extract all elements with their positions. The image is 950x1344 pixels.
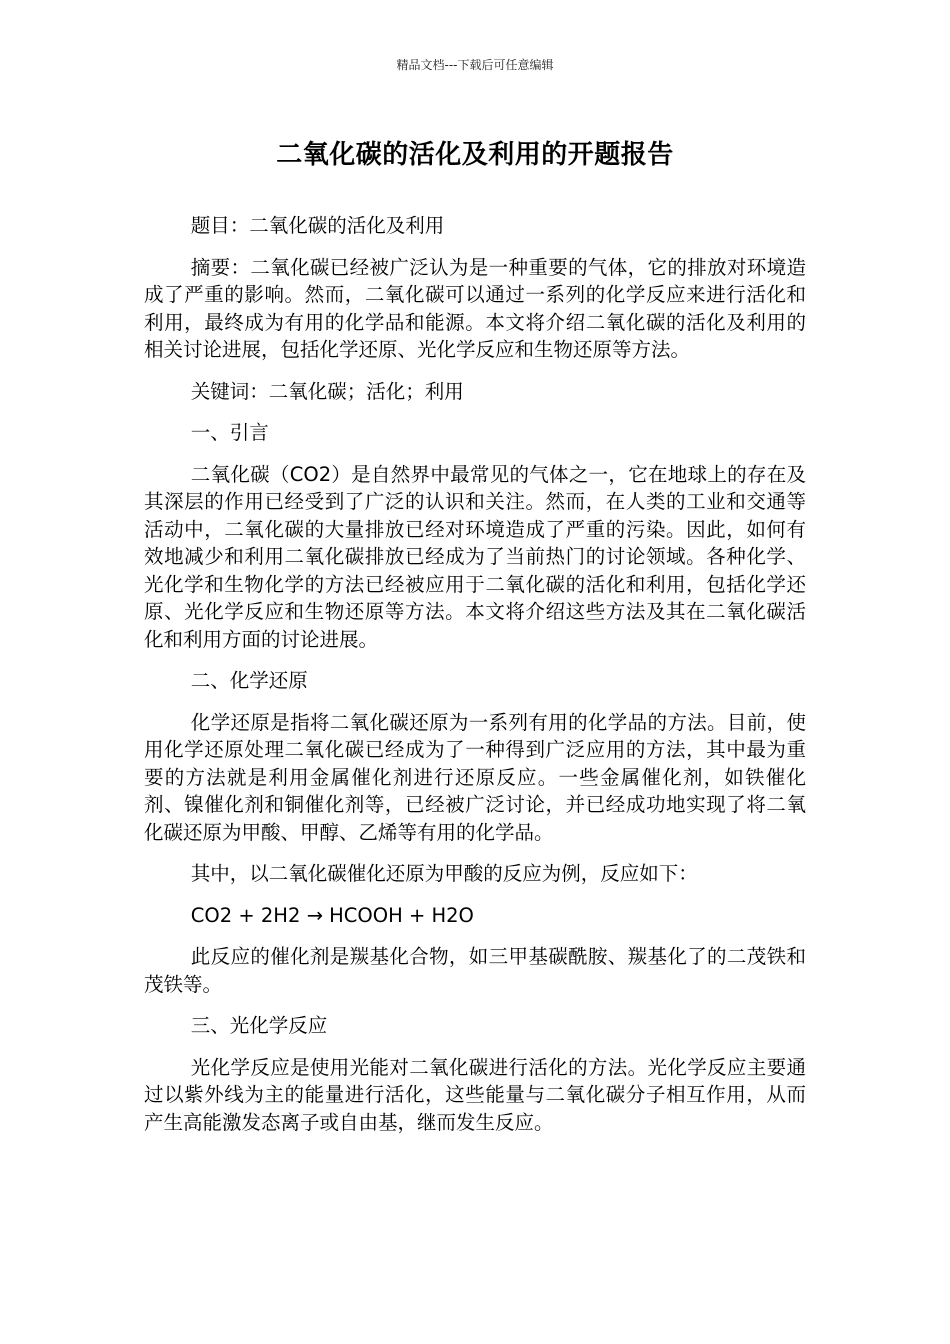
catalyst-paragraph: 此反应的催化剂是羰基化合物，如三甲基碳酰胺、羰基化了的二茂铁和茂铁等。 xyxy=(144,945,806,996)
reaction-equation: CO2 + 2H2 → HCOOH + H2O xyxy=(190,903,474,927)
document-title: 二氧化碳的活化及利用的开题报告 xyxy=(276,140,674,170)
document-body xyxy=(144,212,806,1150)
section-heading-photochemical: 三、光化学反应 xyxy=(190,1014,328,1037)
section-heading-introduction: 一、引言 xyxy=(190,421,269,444)
reaction-intro-paragraph: 其中，以二氧化碳催化还原为甲酸的反应为例，反应如下： xyxy=(190,862,698,885)
photochemical-paragraph: 光化学反应是使用光能对二氧化碳进行活化的方法。光化学反应主要通过以紫外线为主的能量进行活化，这些能量与二氧化碳分子相互作用，从而产生高能激发态离子或自由基，继而发生反应。 xyxy=(144,1055,806,1134)
introduction-paragraph: 二氧化碳（CO2）是自然界中最常见的气体之一，它在地球上的存在及其深层的作用已经受到了广泛的认识和关注。然而，在人类的工业和交通等活动中，二氧化碳的大量排放已经对环境造成了严重的污染。因此，如何有效地减少和利用二氧化碳排放已经成为了当前热门的讨论领域。各种化学、光化学和生物化学的方法已经被应用于二氧化碳的活化和利用，包括化学还原、光化学反应和生物还原等方法。本文将介绍这些方法及其在二氧化碳活化和利用方面的讨论进展。 xyxy=(144,462,806,651)
header-note: 精品文档---下载后可任意编辑 xyxy=(396,58,554,72)
section-heading-chemical-reduction: 二、化学还原 xyxy=(190,669,308,692)
chemical-reduction-paragraph: 化学还原是指将二氧化碳还原为一系列有用的化学品的方法。目前，使用化学还原处理二氧化碳已经成为了一种得到广泛应用的方法，其中最为重要的方法就是利用金属催化剂进行还原反应。一些金属催化剂，如铁催化剂、镍催化剂和铜催化剂等，已经被广泛讨论，并已经成功地实现了将二氧化碳还原为甲酸、甲醇、乙烯等有用的化学品。 xyxy=(144,710,806,844)
topic-line: 题目：二氧化碳的活化及利用 xyxy=(190,214,445,237)
keywords-line: 关键词：二氧化碳；活化；利用 xyxy=(190,379,464,403)
abstract-paragraph: 摘要：二氧化碳已经被广泛认为是一种重要的气体，它的排放对环境造成了严重的影响。然而，二氧化碳可以通过一系列的化学反应来进行活化和利用，最终成为有用的化学品和能源。本文将介绍二氧化碳的活化及利用的相关讨论进展，包括化学还原、光化学反应和生物还原等方法。 xyxy=(144,255,806,361)
